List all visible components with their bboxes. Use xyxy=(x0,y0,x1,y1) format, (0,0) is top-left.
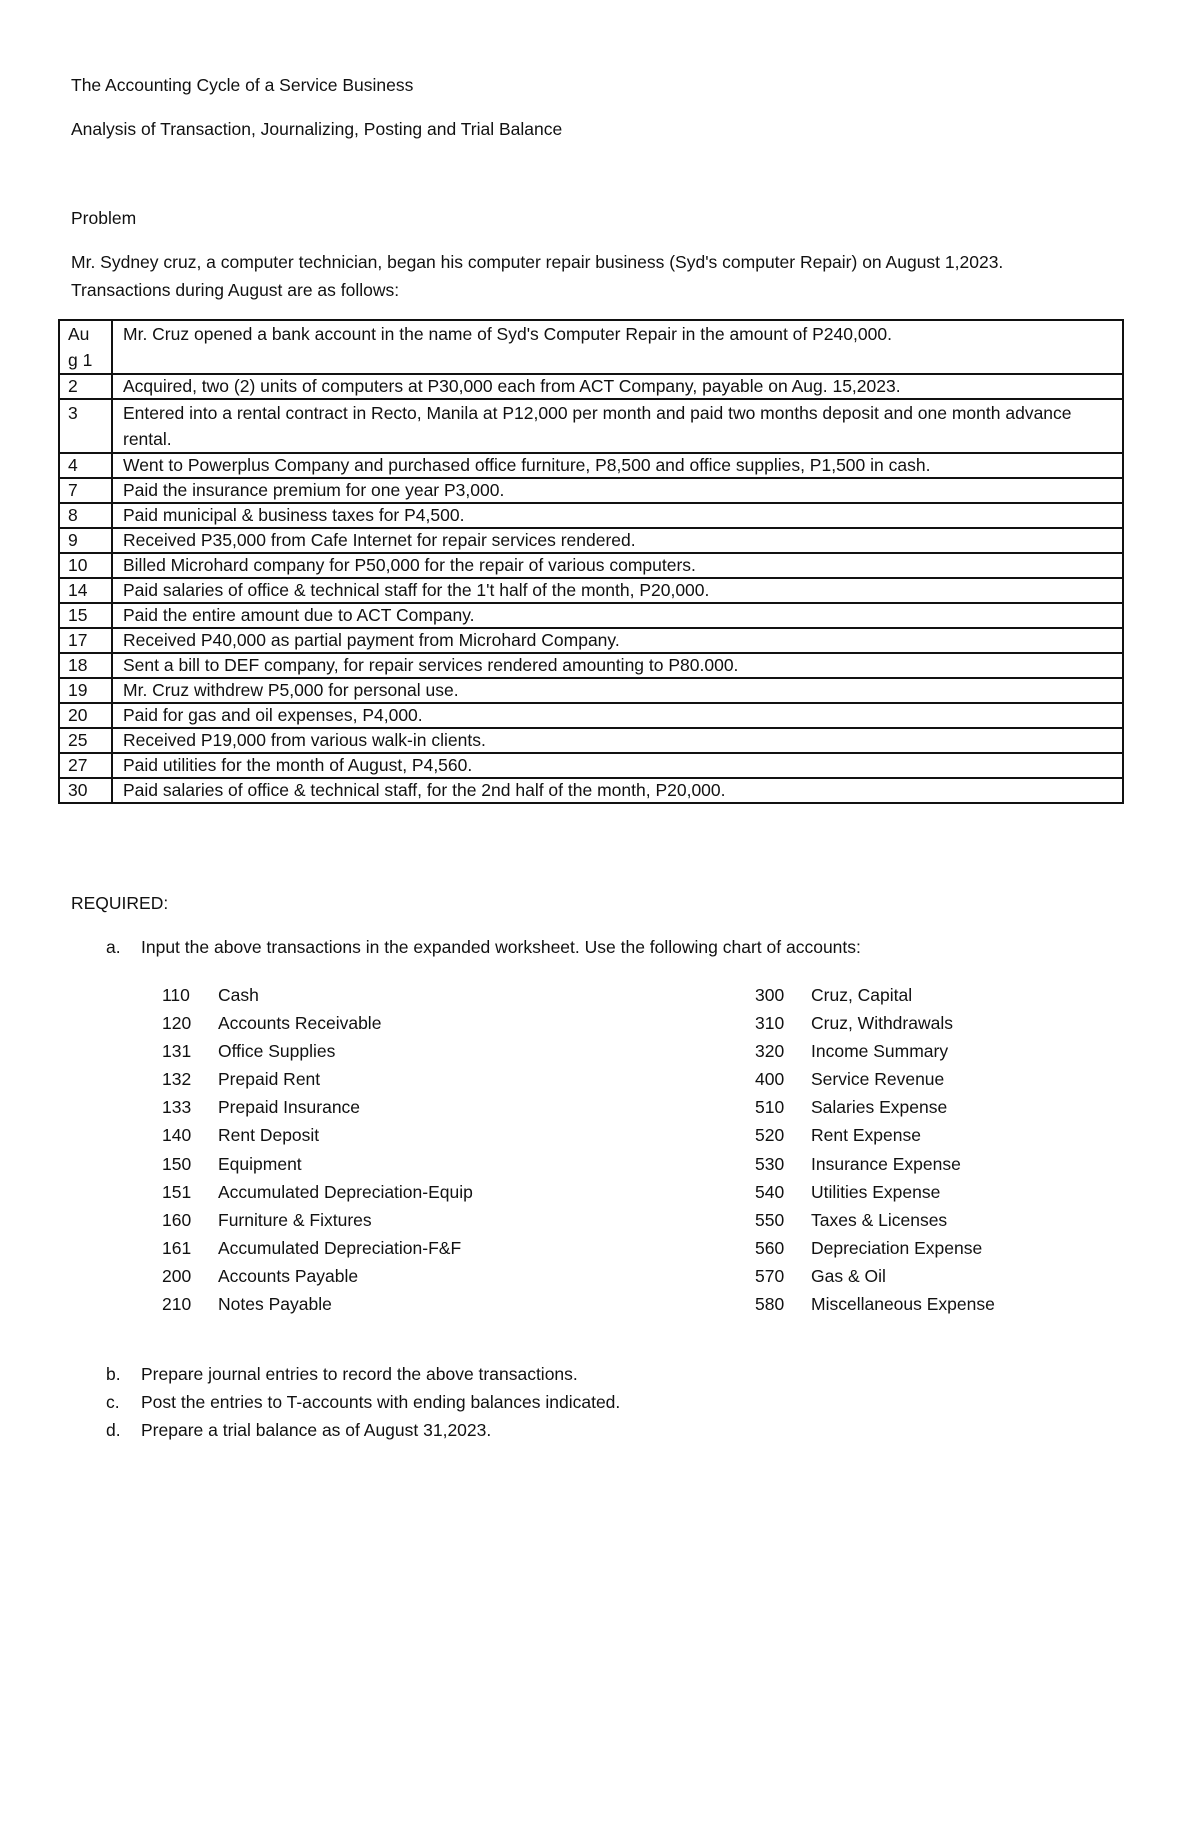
transaction-description: Paid salaries of office & technical staff for the 1't half of the month, P20,000. xyxy=(112,578,1123,603)
required-item-c xyxy=(106,1392,620,1413)
account-code: 540 xyxy=(755,1181,785,1202)
transaction-row xyxy=(59,653,1123,678)
account-row xyxy=(755,1121,995,1149)
account-row xyxy=(162,1009,473,1037)
account-code: 320 xyxy=(755,1041,785,1062)
account-row xyxy=(755,1206,995,1234)
account-name: Salaries Expense xyxy=(811,1097,948,1118)
transaction-row xyxy=(59,528,1123,553)
account-row xyxy=(162,1121,473,1149)
account-name: Rent Deposit xyxy=(218,1125,320,1146)
required-item-d xyxy=(106,1420,491,1441)
account-row xyxy=(162,1206,473,1234)
transaction-day: 20 xyxy=(59,703,112,728)
transaction-row xyxy=(59,753,1123,778)
account-name: Office Supplies xyxy=(218,1041,336,1062)
account-row xyxy=(755,1234,995,1262)
account-row xyxy=(755,1178,995,1206)
account-code: 300 xyxy=(755,985,785,1005)
transaction-day: 25 xyxy=(59,728,112,753)
required-item-a xyxy=(106,937,861,958)
account-row xyxy=(162,1037,473,1065)
account-code: 132 xyxy=(162,1069,192,1090)
account-code: 510 xyxy=(755,1097,785,1118)
account-name: Accumulated Depreciation-Equip xyxy=(218,1181,473,1202)
transaction-description: Paid for gas and oil expenses, P4,000. xyxy=(112,703,1123,728)
account-row xyxy=(162,1150,473,1178)
transaction-description: Paid the insurance premium for one year P3,000. xyxy=(112,478,1123,503)
transaction-day: 19 xyxy=(59,678,112,703)
problem-intro-line-2: Transactions during August are as follows: xyxy=(71,280,400,300)
required-item-c-letter: c. xyxy=(106,1392,120,1412)
account-name: Accounts Receivable xyxy=(218,1013,382,1034)
transaction-description: Paid municipal & business taxes for P4,500. xyxy=(112,503,1123,528)
transaction-description: Received P19,000 from various walk-in clients. xyxy=(112,728,1123,753)
account-code: 150 xyxy=(162,1153,192,1174)
account-code: 151 xyxy=(162,1181,192,1202)
transaction-row xyxy=(59,578,1123,603)
account-row xyxy=(755,1037,995,1065)
transaction-day: 10 xyxy=(59,553,112,578)
account-name: Rent Expense xyxy=(811,1125,921,1146)
required-item-a-text: Input the above transactions in the expanded worksheet. Use the following chart of accounts: xyxy=(141,937,861,957)
transaction-description: Went to Powerplus Company and purchased office furniture, P8,500 and office supplies, P1,500 in cash. xyxy=(112,453,1123,478)
transaction-day: 9 xyxy=(59,528,112,553)
transaction-row xyxy=(59,320,1123,374)
account-row xyxy=(755,1093,995,1121)
required-item-b xyxy=(106,1364,578,1385)
account-row xyxy=(755,1290,995,1318)
transaction-row xyxy=(59,778,1123,803)
account-code: 161 xyxy=(162,1237,192,1258)
account-code: 133 xyxy=(162,1097,192,1118)
transaction-day: 30 xyxy=(59,778,112,803)
transaction-row xyxy=(59,453,1123,478)
transaction-description: Paid utilities for the month of August, P4,560. xyxy=(112,753,1123,778)
transaction-row xyxy=(59,553,1123,578)
transaction-row xyxy=(59,703,1123,728)
required-item-a-letter: a. xyxy=(106,937,121,957)
chart-of-accounts-right-column xyxy=(755,981,995,1318)
transactions-table-body xyxy=(59,320,1123,803)
account-name: Service Revenue xyxy=(811,1069,945,1090)
account-row xyxy=(162,1234,473,1262)
account-code: 400 xyxy=(755,1069,785,1090)
account-code: 530 xyxy=(755,1153,785,1174)
account-code: 110 xyxy=(162,985,190,1005)
transaction-description: Received P40,000 as partial payment from Microhard Company. xyxy=(112,628,1123,653)
account-name: Cash xyxy=(218,985,259,1005)
account-row xyxy=(162,1262,473,1290)
account-name: Income Summary xyxy=(811,1041,949,1062)
required-item-c-text: Post the entries to T-accounts with ending balances indicated. xyxy=(141,1392,621,1412)
account-row xyxy=(755,981,995,1009)
account-name: Equipment xyxy=(218,1153,302,1174)
account-name: Accumulated Depreciation-F&F xyxy=(218,1237,462,1258)
chart-of-accounts-left-column xyxy=(162,981,473,1318)
account-name: Insurance Expense xyxy=(811,1153,961,1174)
account-name: Miscellaneous Expense xyxy=(811,1294,995,1315)
transaction-row xyxy=(59,603,1123,628)
account-code: 160 xyxy=(162,1209,192,1230)
problem-heading: Problem xyxy=(71,208,137,228)
account-code: 560 xyxy=(755,1237,785,1258)
account-row xyxy=(162,1065,473,1093)
account-name: Gas & Oil xyxy=(811,1265,886,1286)
transaction-description: Mr. Cruz withdrew P5,000 for personal use. xyxy=(112,678,1123,703)
transaction-row xyxy=(59,678,1123,703)
transaction-day: 27 xyxy=(59,753,112,778)
account-row xyxy=(755,1065,995,1093)
account-name: Notes Payable xyxy=(218,1294,332,1315)
account-name: Utilities Expense xyxy=(811,1181,941,1202)
account-name: Prepaid Insurance xyxy=(218,1097,361,1118)
transaction-day: 17 xyxy=(59,628,112,653)
transaction-description: Mr. Cruz opened a bank account in the name of Syd's Computer Repair in the amount of P240,000. xyxy=(112,320,1123,374)
account-code: 580 xyxy=(755,1294,785,1315)
transaction-day: 8 xyxy=(59,503,112,528)
transaction-description: Acquired, two (2) units of computers at P30,000 each from ACT Company, payable on Aug. 15,2023. xyxy=(112,374,1123,399)
account-code: 520 xyxy=(755,1125,785,1146)
required-item-b-text: Prepare journal entries to record the above transactions. xyxy=(141,1364,578,1384)
transaction-description: Sent a bill to DEF company, for repair services rendered amounting to P80.000. xyxy=(112,653,1123,678)
account-name: Accounts Payable xyxy=(218,1265,359,1286)
account-code: 140 xyxy=(162,1125,192,1146)
account-row xyxy=(755,1009,995,1037)
account-code: 200 xyxy=(162,1265,192,1286)
transaction-description: Paid salaries of office & technical staff, for the 2nd half of the month, P20,000. xyxy=(112,778,1123,803)
required-item-d-letter: d. xyxy=(106,1420,121,1440)
account-name: Cruz, Withdrawals xyxy=(811,1013,953,1034)
account-row xyxy=(755,1150,995,1178)
transaction-row xyxy=(59,628,1123,653)
transaction-day: 2 xyxy=(59,374,112,399)
account-row xyxy=(162,1093,473,1121)
account-name: Prepaid Rent xyxy=(218,1069,321,1090)
account-name: Taxes & Licenses xyxy=(811,1209,948,1230)
transactions-table xyxy=(58,319,1124,804)
account-name: Furniture & Fixtures xyxy=(218,1209,372,1230)
transaction-day: Au g 1 xyxy=(59,320,112,374)
transaction-day: 7 xyxy=(59,478,112,503)
account-code: 210 xyxy=(162,1294,192,1315)
transaction-row xyxy=(59,503,1123,528)
transaction-row xyxy=(59,728,1123,753)
transaction-day: 15 xyxy=(59,603,112,628)
transaction-description: Entered into a rental contract in Recto, Manila at P12,000 per month and paid two months deposit and one month advance rental. xyxy=(112,399,1123,453)
required-heading: REQUIRED: xyxy=(71,893,169,913)
transaction-day: 14 xyxy=(59,578,112,603)
transaction-day: 18 xyxy=(59,653,112,678)
required-item-d-text: Prepare a trial balance as of August 31,2023. xyxy=(141,1420,492,1440)
transaction-description: Paid the entire amount due to ACT Company. xyxy=(112,603,1123,628)
transaction-day: 3 xyxy=(59,399,112,453)
account-name: Depreciation Expense xyxy=(811,1237,983,1258)
account-code: 310 xyxy=(755,1013,785,1034)
account-row xyxy=(755,1262,995,1290)
transaction-description: Received P35,000 from Cafe Internet for repair services rendered. xyxy=(112,528,1123,553)
account-row xyxy=(162,1290,473,1318)
required-item-b-letter: b. xyxy=(106,1364,121,1384)
problem-intro-line-1: Mr. Sydney cruz, a computer technician, began his computer repair business (Syd's computer Repair) on August 1,2023. xyxy=(71,252,1004,272)
transaction-description: Billed Microhard company for P50,000 for the repair of various computers. xyxy=(112,553,1123,578)
doc-title: The Accounting Cycle of a Service Business xyxy=(71,75,414,95)
account-row xyxy=(162,981,473,1009)
transaction-day: 4 xyxy=(59,453,112,478)
transaction-row xyxy=(59,478,1123,503)
account-code: 120 xyxy=(162,1013,192,1034)
account-name: Cruz, Capital xyxy=(811,985,913,1005)
transaction-row xyxy=(59,399,1123,453)
account-row xyxy=(162,1178,473,1206)
account-code: 570 xyxy=(755,1265,785,1286)
doc-subtitle: Analysis of Transaction, Journalizing, Posting and Trial Balance xyxy=(71,119,563,139)
transaction-row xyxy=(59,374,1123,399)
account-code: 550 xyxy=(755,1209,785,1230)
account-code: 131 xyxy=(162,1041,192,1062)
